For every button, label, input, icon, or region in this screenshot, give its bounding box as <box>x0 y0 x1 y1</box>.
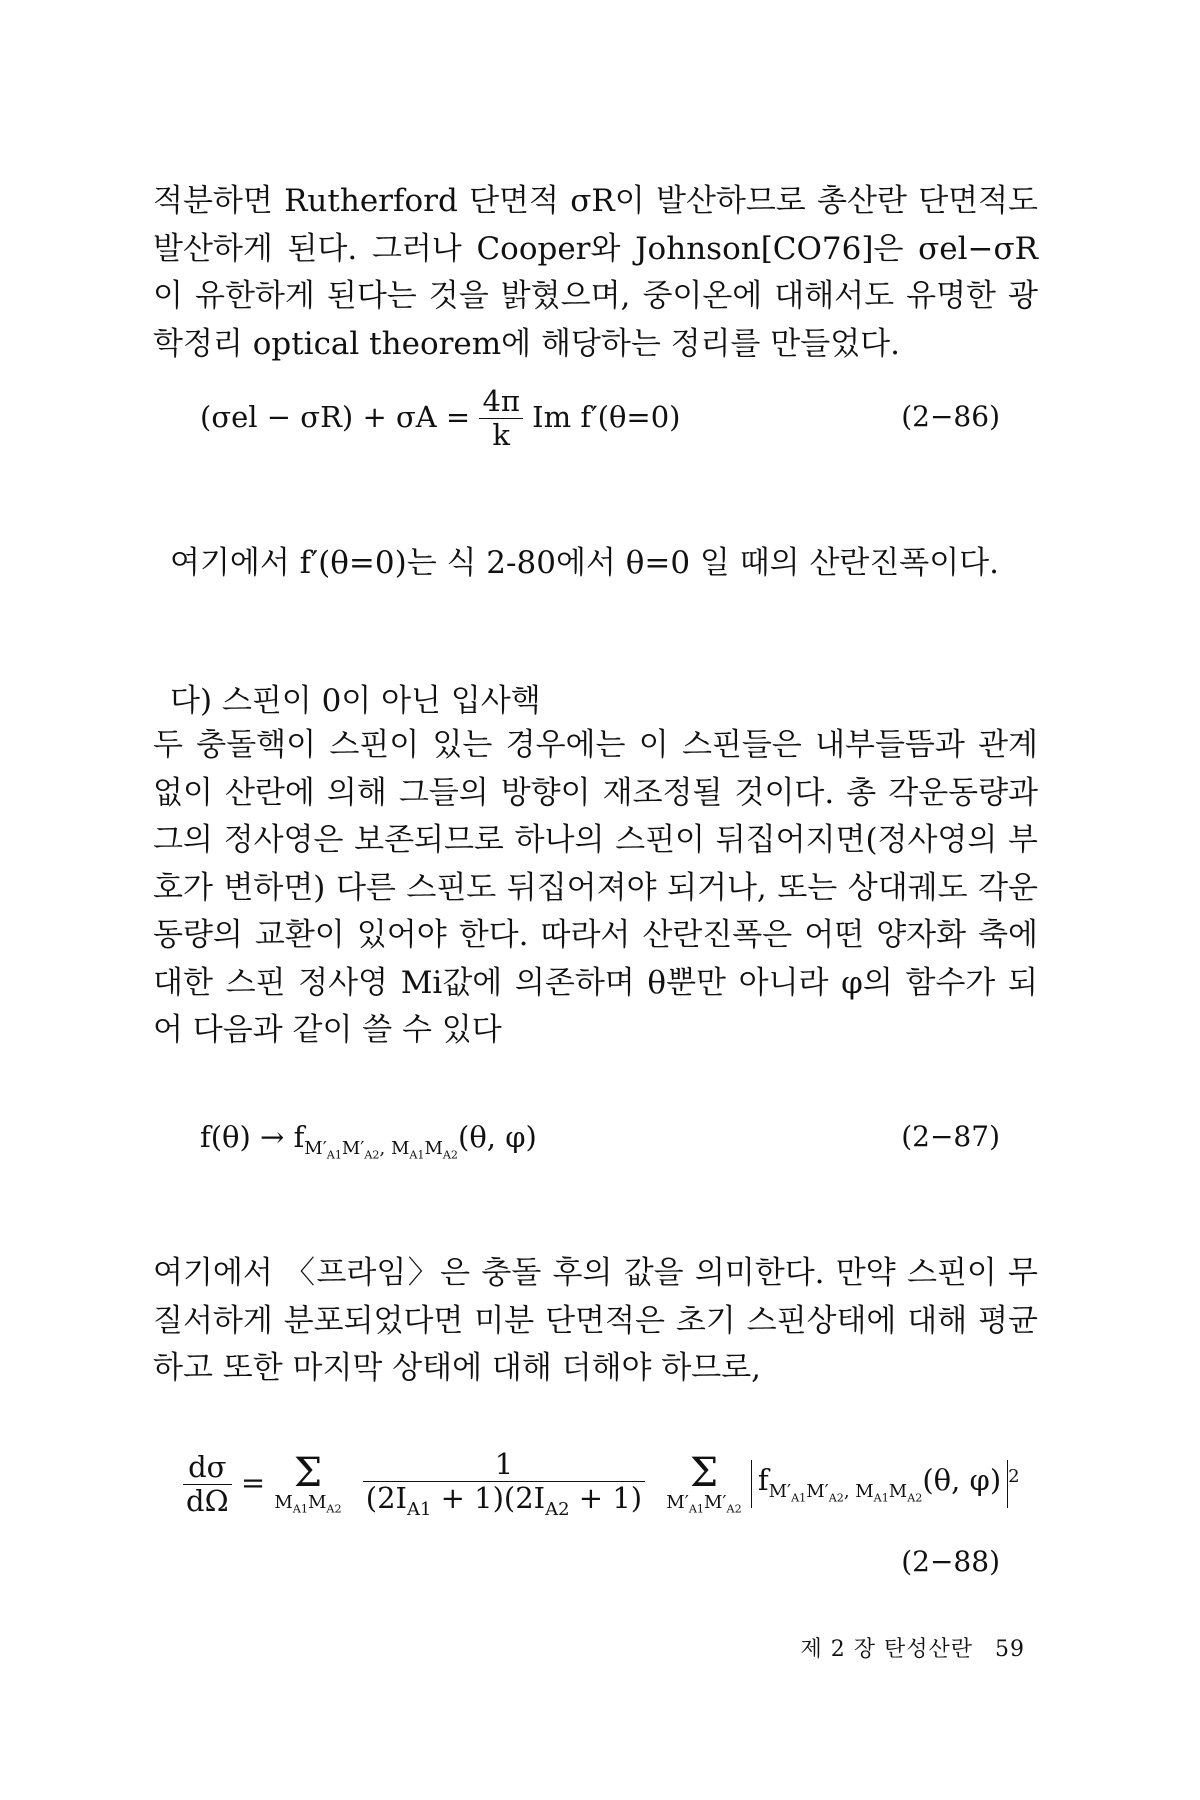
eq88-equals: = <box>240 1465 266 1500</box>
eq88-frac-den: $(2I_{A1} + 1)(2I_{A2} + 1)$ <box>365 1481 643 1521</box>
page-footer <box>801 1632 1026 1663</box>
eq88-args: (θ, φ) <box>922 1463 1002 1498</box>
sum-initial-limits: $M_{A1}M_{A2}$ <box>274 1491 342 1516</box>
eq88-lhs-num: dσ <box>183 1451 232 1485</box>
eq86-fraction <box>479 385 523 453</box>
eq86-frac-num: 4π <box>479 385 523 419</box>
eq87-lhs: f(θ) → <box>200 1120 285 1154</box>
paragraph-4: 여기에서 〈프라임〉은 충돌 후의 값을 의미한다. 만약 스핀이 무질서하게 분포되었다면 미분 단면적은 초기 스핀상태에 대해 평균하고 또한 마지막 상태에 대해 더해야 하므로, <box>153 1255 1038 1386</box>
eq88-frac-num: 1 <box>363 1448 645 1482</box>
eq88-lhs-den: dΩ <box>186 1483 229 1518</box>
sum-symbol: Σ <box>293 1449 323 1496</box>
equation-2-88 <box>183 1448 1020 1521</box>
eq88-lhs-fraction <box>183 1451 232 1519</box>
sum-symbol: Σ <box>689 1449 719 1496</box>
eq88-sum-initial <box>274 1449 342 1516</box>
eq86-frac-den: k <box>492 418 510 453</box>
eq87-args: (θ, φ) <box>458 1120 537 1154</box>
equation-number-2-87: (2−87) <box>901 1120 1000 1153</box>
eq88-average-fraction <box>363 1448 645 1521</box>
paragraph-3: 두 충돌핵이 스핀이 있는 경우에는 이 스핀들은 내부들뜸과 관계없이 산란에 의해 그들의 방향이 재조정될 것이다. 총 각운동량과 그의 정사영은 보존되므로 하나의 스핀이 뒤집어지면(정사영의 부호가 변하면) 다른 스핀도 뒤집어져야 되거나, 또는 상대궤도 각운동량의 교환이 있어야 한다. 따라서 산란진폭은 어떤 양자화 축에 대한 스핀 정사영 Mi값에 의존하며 θ뿐만 아니라 φ의 함수가 되어 다음과 같이 쓸 수 있다 <box>153 727 1038 1048</box>
eq88-power: 2 <box>1008 1465 1020 1487</box>
equation-2-86 <box>200 385 681 453</box>
eq88-sum-final <box>666 1449 742 1516</box>
equation-number-2-86: (2−86) <box>901 400 1000 433</box>
eq86-rhs: Im f′(θ=0) <box>532 399 681 434</box>
page-number: 59 <box>995 1637 1025 1662</box>
eq88-abs-amplitude: $f_{M'_{A1}M'_{A2}, M_{A1}M_{A2}}(\theta$, φ) <box>751 1460 1008 1508</box>
paragraph-1: 적분하면 Rutherford 단면적 σR이 발산하므로 총산란 단면적도 발산하게 된다. 그러나 Cooper와 Johnson[CO76]은 σel−σR이 유한하게 된다는 것을 밝혔으며, 중이온에 대해서도 유명한 광학정리 optical theorem에 해당하는 정리를 만들었다. <box>153 183 1038 362</box>
eq86-lhs: (σel − σR) + σA = <box>200 399 471 434</box>
paragraph-2: 여기에서 f′(θ=0)는 식 2-80에서 θ=0 일 때의 산란진폭이다. <box>170 545 999 581</box>
chapter-title: 제 2 장 탄성산란 <box>800 1637 973 1662</box>
eq87-amplitude: $f_{M'_{A1}M'_{A2}, M_{A1}M_{A2}}$ <box>293 1120 458 1162</box>
sum-final-limits: $M'_{A1}M'_{A2}$ <box>666 1491 742 1516</box>
equation-2-87 <box>200 1120 537 1161</box>
equation-number-2-88: (2−88) <box>901 1545 1000 1578</box>
section-heading: 다) 스핀이 0이 아닌 입사핵 <box>170 683 541 719</box>
